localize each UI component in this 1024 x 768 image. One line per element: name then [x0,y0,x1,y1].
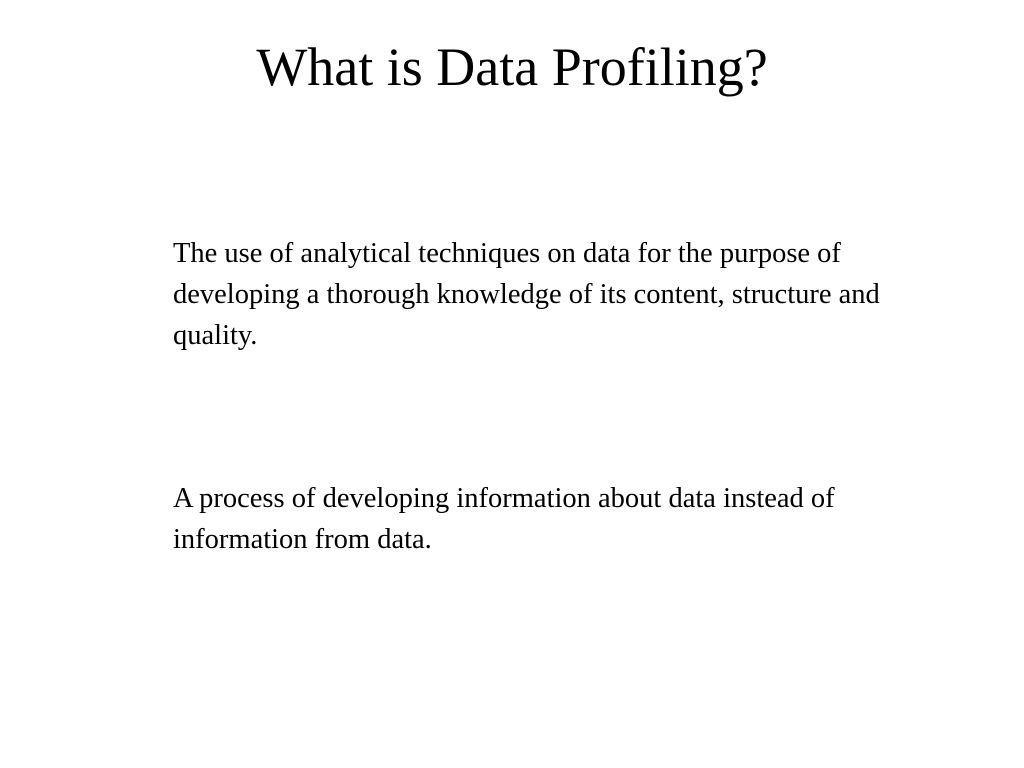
definition-paragraph-2: A process of developing information about data instead of information from data. [173,483,835,555]
slide-title: What is Data Profiling? [256,37,768,97]
definition-paragraph-1: The use of analytical techniques on data for the purpose of developing a thorough knowledge of its content, structure and quality. [173,238,880,351]
